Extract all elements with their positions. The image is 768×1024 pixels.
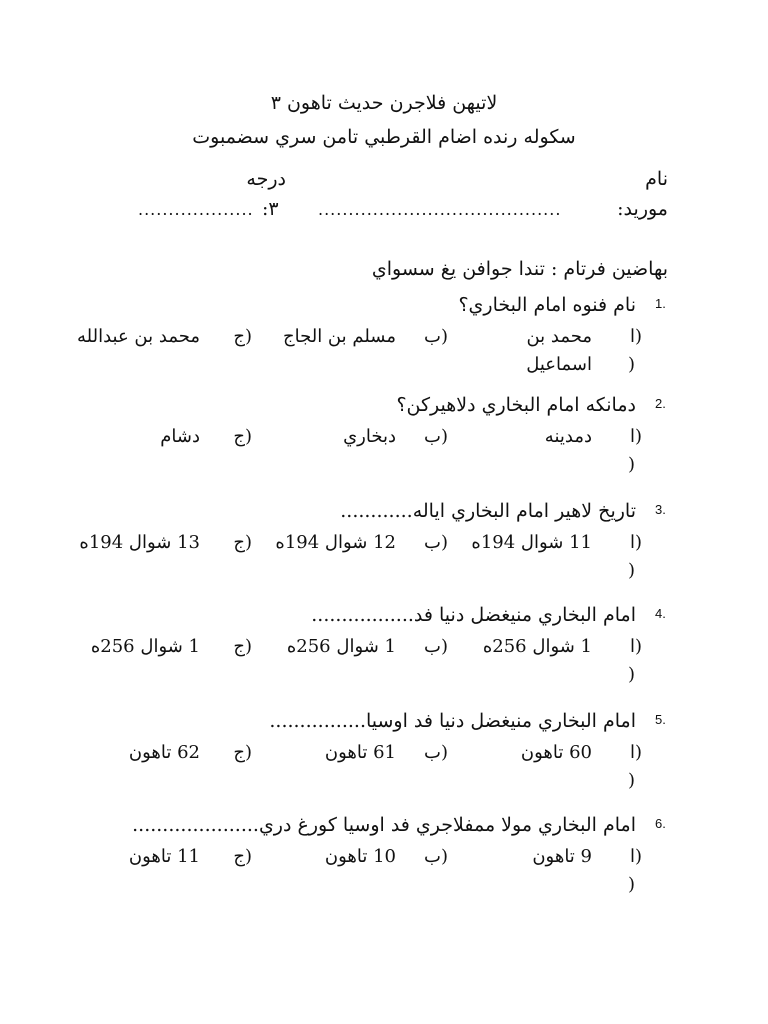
question-number: 4. xyxy=(655,606,666,621)
school-name: سكوله رنده اضام القرطبي تامن سري سضمبوت xyxy=(192,126,576,148)
option-text[interactable]: 1 شوال 256ه xyxy=(482,636,592,657)
closing-paren: ) xyxy=(628,560,636,581)
option-text[interactable]: محمد بن عبدالله xyxy=(77,326,200,347)
option-letter[interactable]: (ج xyxy=(233,636,252,657)
option-text[interactable]: مسلم بن الجاج xyxy=(282,326,396,347)
closing-paren: ) xyxy=(628,874,636,895)
option-text[interactable]: دبخاري xyxy=(343,426,396,447)
question-text: امام البخاري منيغضل دنيا فد................. xyxy=(311,604,636,626)
closing-paren: ) xyxy=(628,354,636,375)
option-letter[interactable]: (ا xyxy=(629,326,642,347)
question-number: 6. xyxy=(655,816,666,831)
option-letter[interactable]: (ا xyxy=(629,532,642,553)
option-letter[interactable]: (ب xyxy=(424,636,448,657)
option-text[interactable]: 1 شوال 256ه xyxy=(90,636,200,657)
question-text: امام البخاري منيغضل دنيا فد اوسيا................ xyxy=(269,710,636,732)
option-letter[interactable]: (ج xyxy=(233,426,252,447)
question-number: 5. xyxy=(655,712,666,727)
option-letter[interactable]: (ا xyxy=(629,426,642,447)
option-text[interactable]: 11 شوال 194ه xyxy=(471,532,592,553)
question-number: 3. xyxy=(655,502,666,517)
option-letter[interactable]: (ب xyxy=(424,532,448,553)
option-letter[interactable]: (ا xyxy=(629,742,642,763)
option-text-continuation: اسماعيل xyxy=(526,354,592,375)
option-letter[interactable]: (ا xyxy=(629,846,642,867)
option-letter[interactable]: (ج xyxy=(233,532,252,553)
student-name-field-label: موريد: xyxy=(617,198,668,220)
question-number: 1. xyxy=(655,296,666,311)
question-text: دمانكه امام البخاري دلاهيركن؟ xyxy=(396,394,636,416)
grade-field-label: ٣: xyxy=(262,198,279,220)
closing-paren: ) xyxy=(628,664,636,685)
grade-blank[interactable]: ................... xyxy=(138,200,254,219)
option-letter[interactable]: (ب xyxy=(424,426,448,447)
option-text[interactable]: 9 تاهون xyxy=(532,846,592,867)
option-text[interactable]: 10 تاهون xyxy=(324,846,396,867)
question-number: 2. xyxy=(655,396,666,411)
option-text[interactable]: دشام xyxy=(160,426,200,447)
option-text[interactable]: 60 تاهون xyxy=(520,742,592,763)
option-text[interactable]: 13 شوال 194ه xyxy=(79,532,200,553)
student-name-blank[interactable]: ........................................ xyxy=(318,200,562,219)
closing-paren: ) xyxy=(628,770,636,791)
option-letter[interactable]: (ج xyxy=(233,846,252,867)
question-text: نام فنوه امام البخاري؟ xyxy=(458,294,636,316)
option-letter[interactable]: (ب xyxy=(424,846,448,867)
option-letter[interactable]: (ا xyxy=(629,636,642,657)
option-text[interactable]: 62 تاهون xyxy=(128,742,200,763)
grade-label: درجه xyxy=(246,168,286,190)
name-label: نام xyxy=(645,168,668,190)
option-text[interactable]: محمد بن xyxy=(526,326,592,347)
option-letter[interactable]: (ب xyxy=(424,742,448,763)
option-letter[interactable]: (ج xyxy=(233,742,252,763)
instruction-text: بهاضين فرتام : تندا جوافن يغ سسواي xyxy=(371,258,668,280)
page-title: لاتيهن فلاجرن حديث تاهون ٣ xyxy=(270,92,498,114)
option-text[interactable]: 12 شوال 194ه xyxy=(275,532,396,553)
question-text: تاريخ لاهير امام البخاري اياله............ xyxy=(340,500,636,522)
option-text[interactable]: 1 شوال 256ه xyxy=(286,636,396,657)
question-text: امام البخاري مولا ممفلاجري فد اوسيا كورغ دري..................... xyxy=(132,814,636,836)
option-letter[interactable]: (ب xyxy=(424,326,448,347)
option-text[interactable]: 61 تاهون xyxy=(324,742,396,763)
option-text[interactable]: 11 تاهون xyxy=(128,846,200,867)
option-letter[interactable]: (ج xyxy=(233,326,252,347)
closing-paren: ) xyxy=(628,454,636,475)
option-text[interactable]: دمدينه xyxy=(544,426,592,447)
